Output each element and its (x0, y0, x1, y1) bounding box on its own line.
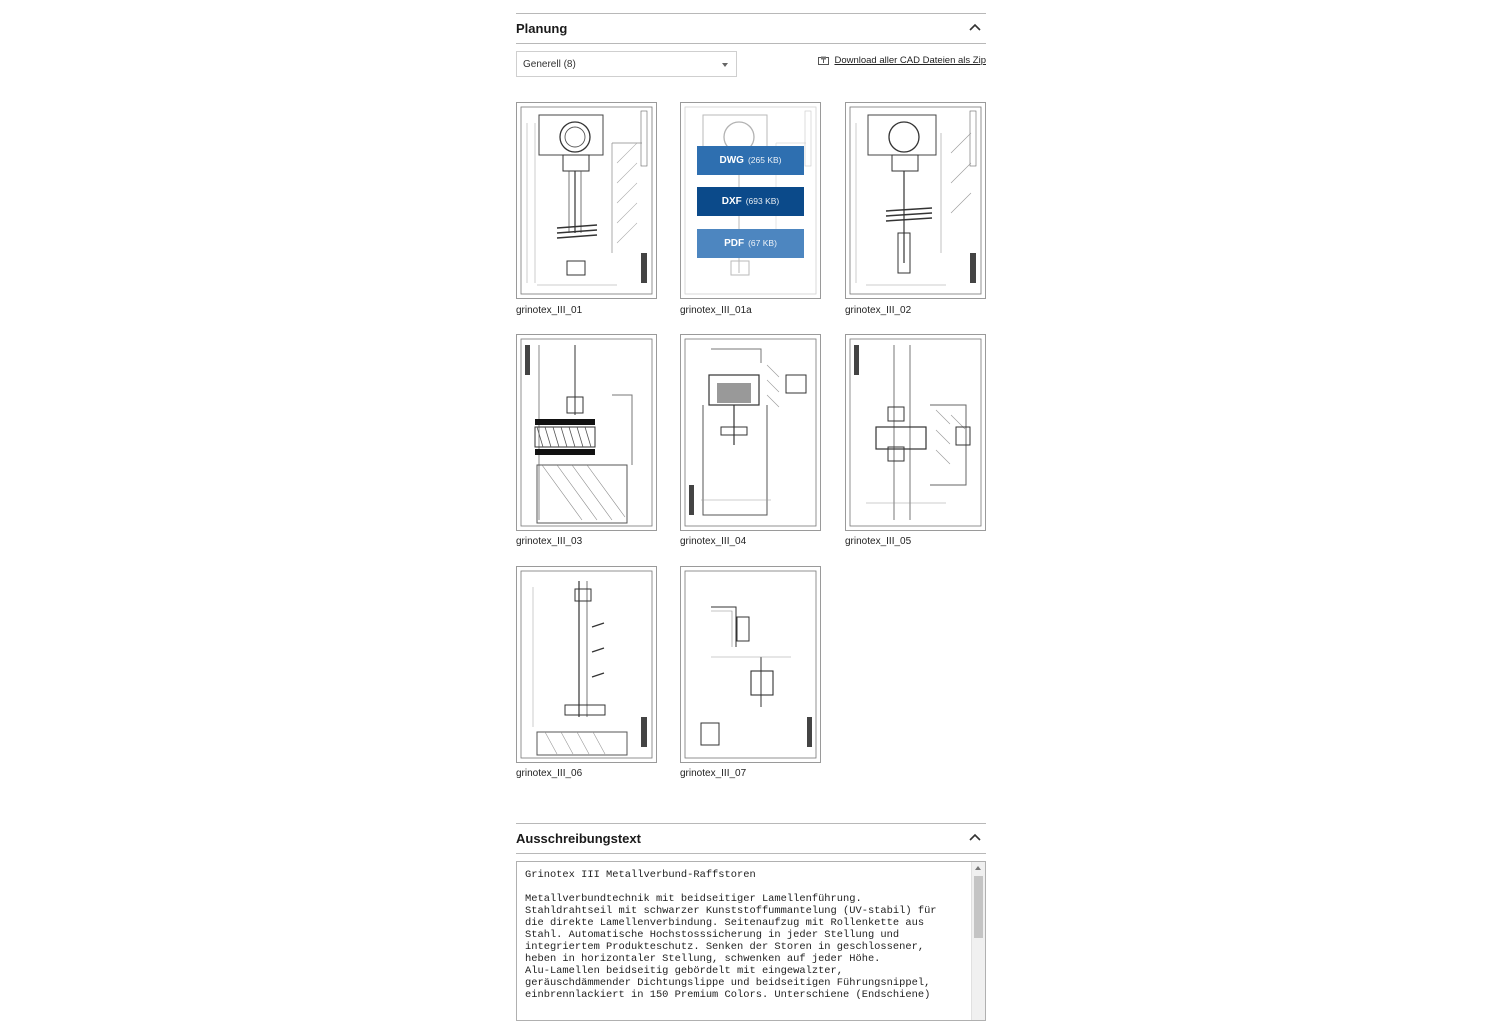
ausschreibung-header[interactable] (516, 823, 986, 854)
pdf-size: (67 KB) (748, 238, 777, 248)
drawing-tile[interactable] (845, 334, 986, 531)
drawing-caption: grinotex_III_01a (680, 305, 752, 316)
drawing-thumbnail (846, 103, 985, 298)
specification-text: Grinotex III Metallverbund-Raffstoren Metallverbundtechnik mit beidseitiger Lamellenführung. Stahldrahtseil mit schwarzer Kunststoffummantelung (UV-stabil) für die direkte Lamellenverbindung. Seitenaufzug mit Rollenkette aus Stahl. Automatische Hochstosssicherung in jeder Stellung und integriertem Produkteschutz. Senken der Storen in geschlossener, heben in horizontaler Stellung, schwenken auf jeder Höhe. Alu-Lamellen beidseitig gebördelt mit eingewalzter, geräuschdämmender Dichtungslippe und beidseitigen Führungsnippel, einbrennlackiert in 150 Premium Colors. Unterschiene (Endschiene) (525, 869, 937, 1001)
textarea-scrollbar[interactable] (971, 862, 985, 1020)
download-dwg-button[interactable] (697, 146, 804, 175)
download-zip-label: Download aller CAD Dateien als Zip (834, 55, 986, 66)
drawing-caption: grinotex_III_05 (845, 536, 912, 547)
download-zip-link[interactable] (818, 55, 986, 66)
dwg-label: DWG (719, 155, 744, 166)
specification-textarea[interactable] (516, 861, 986, 1021)
drawing-tile[interactable] (845, 102, 986, 299)
drawing-tile[interactable] (680, 102, 821, 299)
category-select[interactable] (516, 51, 737, 77)
drawing-caption: grinotex_III_03 (516, 536, 583, 547)
dwg-size: (265 KB) (747, 155, 782, 165)
chevron-up-icon[interactable] (968, 20, 982, 34)
drawing-tile[interactable] (516, 102, 657, 299)
drawing-thumbnail (517, 335, 656, 530)
dxf-label: DXF (721, 196, 742, 207)
drawing-thumbnail (517, 103, 656, 298)
drawing-caption: grinotex_III_07 (680, 768, 747, 779)
drawing-thumbnail (846, 335, 985, 530)
drawing-caption: grinotex_III_01 (516, 305, 583, 316)
download-dxf-button[interactable] (697, 187, 804, 216)
drawing-thumbnail (681, 567, 820, 762)
chevron-up-icon[interactable] (968, 830, 982, 844)
planung-title: Planung (516, 21, 568, 36)
ausschreibung-title: Ausschreibungstext (516, 831, 641, 846)
drawing-caption: grinotex_III_06 (516, 768, 583, 779)
drawing-tile[interactable] (516, 334, 657, 531)
chevron-down-icon (722, 63, 728, 67)
archive-icon (818, 56, 829, 65)
drawing-caption: grinotex_III_04 (680, 536, 747, 547)
dxf-size: (693 KB) (745, 196, 780, 206)
scroll-up-icon[interactable] (975, 866, 981, 870)
category-select-value: Generell (8) (523, 59, 576, 70)
drawing-thumbnail (681, 335, 820, 530)
download-pdf-button[interactable] (697, 229, 804, 258)
drawing-tile[interactable] (516, 566, 657, 763)
drawing-tile[interactable] (680, 334, 821, 531)
drawing-tile[interactable] (680, 566, 821, 763)
pdf-label: PDF (724, 238, 745, 249)
drawing-caption: grinotex_III_02 (845, 305, 912, 316)
scrollbar-thumb[interactable] (974, 876, 983, 938)
planung-header[interactable] (516, 13, 986, 44)
drawing-thumbnail (517, 567, 656, 762)
